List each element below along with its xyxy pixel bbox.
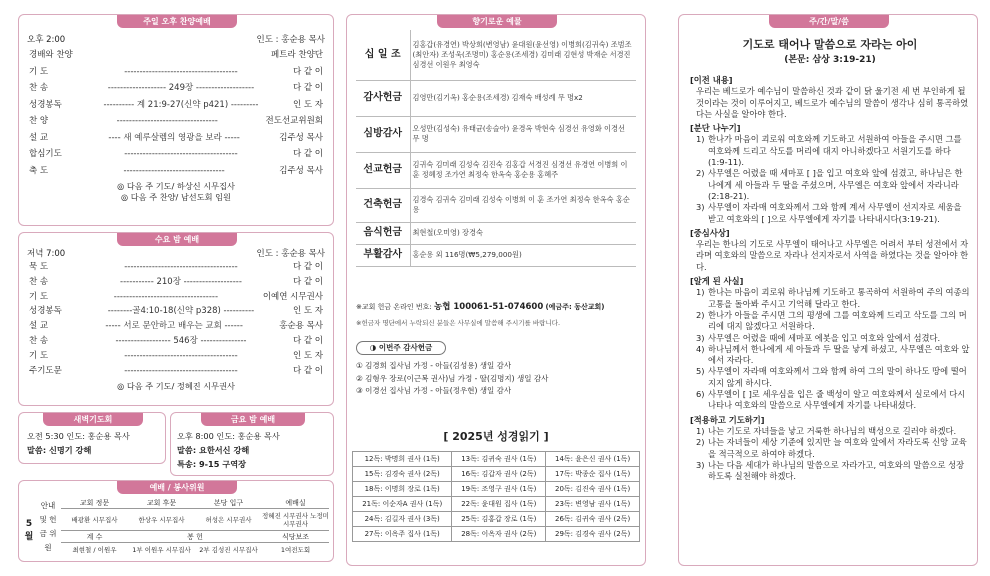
- wednesday-item: 찬 송: [29, 336, 49, 346]
- wednesday-person: 다 같 이: [292, 365, 323, 376]
- service-h-hall: 예배실: [285, 499, 306, 507]
- wednesday-row: [29, 365, 323, 378]
- sharing-item: [690, 168, 970, 202]
- service-r1-back: 한상우 시무집사: [138, 515, 185, 524]
- section-center-text: 우리는 한나의 기도로 사무엘이 태어나고 사무엘은 어려서 부터 성전에서 자라며 여호와의 말씀으로 자라나 선지자로서 사역을 하였다는 것을 알아야 한다.: [696, 239, 969, 272]
- friday-word: 요한서신 강해: [198, 445, 250, 455]
- wednesday-panel: [18, 232, 334, 406]
- bible-cell: 19독: 조영구 권사 (1독): [452, 482, 546, 497]
- bible-cell: 20독: 김진숙 권사 (1독): [546, 482, 640, 497]
- offering-label: 심방감사: [356, 116, 410, 152]
- apply-item-number: 2): [696, 437, 705, 448]
- special-thanks-title: ◑ 이번주 감사헌금: [356, 341, 446, 355]
- offering-names: 오성만(김성숙) 유태균(송슬아) 윤경옥 박현숙 심경선 유영화 이경선 무 명: [410, 116, 636, 152]
- sunday-row: [29, 99, 323, 112]
- service-r2-offering2: 2부 김성진 시무집사: [199, 546, 258, 554]
- sharing-item-text: 한나가 마음이 괴로워 여호와께 기도하고 서원하여 아들을 주시면 그를 여호와께 드리고 삭도를 머리에 대지 아니하겠다고 서원기도를 하다(1:9-11).: [708, 134, 962, 168]
- sharing-item-text: 사무엘은 어렸을 때 세마포 [ ]을 입고 여호와 앞에 섬겼고, 하나님은 한나에게 세 아들과 두 딸을 주셨으며, 사무엘은 여호와 앞에서 자라니라(2:18-21).: [708, 168, 963, 201]
- wednesday-row: [29, 320, 323, 333]
- sharing-item-number: 1): [696, 134, 705, 145]
- sunday-person: 다 같 이: [292, 66, 323, 77]
- sunday-row: [29, 82, 323, 95]
- sunday-header: [27, 33, 325, 45]
- sunday-note-praise: ◎ 다음 주 찬양/ 남선도회 임원: [121, 192, 231, 202]
- wednesday-row: [29, 350, 323, 363]
- sunday-item: 성경봉독: [29, 99, 62, 110]
- wednesday-person: 다 같 이: [292, 336, 323, 346]
- friday-leader: 인도: 홍순용 목사: [216, 431, 280, 441]
- sharing-item-text: 사무엘이 자라매 여호와께서 그와 함께 계셔 사무엘이 선지자로 세움을 받고 여호와의 [ ]으로 사무엘에게 자기를 나타내시다(3:19-21).: [708, 202, 962, 224]
- fact-item-text: 한나가 아들을 주시면 그의 평생에 그를 여호와께 드리고 삭도를 그의 머리에 대지 않겠다고 서원하다.: [708, 309, 967, 332]
- fact-item: [690, 333, 970, 344]
- offering-names: 홍순용 외 116명(₩5,279,000원): [410, 244, 636, 266]
- wednesday-note: ◎ 다음 주 기도/ 정혜진 시무권사: [117, 381, 235, 391]
- fact-item: [690, 310, 970, 333]
- section-previous-text: 우리는 베드로가 예수님이 말씀하신 것과 같이 닭 울기전 세 번 부인하게 될 것이라는 것이 이루어지고, 베드로가 예수님의 말씀이 생각나 심히 통곡하였다는 사실을 알아야 한다.: [696, 86, 969, 119]
- offering-row: [356, 152, 636, 188]
- wednesday-item: 묵 도: [29, 262, 49, 272]
- fact-item-number: 2): [696, 309, 705, 320]
- special-thanks-item: ③ 이경선 집사님 가정 - 아들(정우현) 생일 감사: [356, 386, 512, 395]
- special-thanks-item: ② 김형우 장로(이근복 권사)님 가정 - 딸(김명지) 생일 감사: [356, 373, 549, 383]
- sunday-item: 축 도: [29, 165, 49, 176]
- wednesday-detail: -------------------------------------: [124, 262, 238, 272]
- bible-cell: 17독: 박종순 집사 (1독): [546, 467, 640, 482]
- fact-item-text: 사무엘이 자라매 여호와께서 그와 함께 하여 그의 말이 하나도 땅에 떨어지지 않게 하시다.: [708, 366, 967, 388]
- sunday-item: 설 교: [29, 132, 49, 143]
- account-bank: 농협 100061-51-074600: [434, 302, 544, 312]
- bible-cell: 22독: 윤대원 집사 (1독): [452, 497, 546, 512]
- fact-item-number: 5): [696, 366, 705, 377]
- fact-item: [690, 366, 970, 389]
- friday-time: 오후 8:00: [177, 431, 214, 441]
- bible-row: [353, 467, 640, 482]
- offering-row: [356, 116, 636, 152]
- sunday-detail: ---------- 계 21:9-27(신약 p421) ---------: [103, 99, 259, 110]
- service-title: 예배 / 봉사위원: [117, 481, 237, 494]
- wednesday-row: [29, 261, 323, 274]
- wednesday-detail: -------------------------------------: [124, 365, 238, 376]
- bible-cell: 18독: 이명희 장로 (1독): [353, 482, 452, 497]
- service-r1-hall: 정혜진 시무권사 노정미 시무권사: [262, 511, 329, 528]
- offering-row: [356, 80, 636, 116]
- sunday-detail: ---------------------------------: [116, 116, 218, 126]
- sunday-row: [29, 115, 323, 128]
- bible-cell: 16독: 김갑자 권사 (2독): [452, 467, 546, 482]
- sunday-panel: [18, 14, 334, 226]
- service-h-front: 교회 정문: [79, 499, 110, 507]
- dawn-word: 신명기 강해: [48, 445, 92, 455]
- wednesday-item: 찬 송: [29, 276, 49, 287]
- friday-special-line: [177, 459, 246, 470]
- friday-word-line: [177, 445, 249, 456]
- sunday-row: [29, 148, 323, 161]
- offering-table: [356, 30, 636, 267]
- sunday-person: 다 같 이: [292, 149, 323, 159]
- sharing-item: [690, 134, 970, 168]
- wednesday-detail: -------------------------------------: [124, 350, 238, 361]
- sharing-item-number: 3): [696, 202, 705, 213]
- wednesday-item: 설 교: [29, 321, 49, 332]
- fact-item-text: 사무엘이 [ ]로 세우심을 입은 줄 백성이 알고 여호와께서 실로에서 다시 나타나 여호와의 말씀으로 사무엘에게 자기를 나타내셨다.: [708, 389, 966, 411]
- bible-cell: 27독: 이옥주 집사 (1독): [353, 527, 452, 542]
- wednesday-item: 기 도: [29, 350, 49, 361]
- sunday-detail: -------------------------------------: [124, 149, 238, 159]
- offering-label: 십 일 조: [356, 30, 410, 80]
- fact-item-text: 하나님께서 한나에게 세 아들과 두 딸을 낳게 하셨고, 사무엘은 여호와 앞에서 자라다.: [708, 343, 970, 366]
- dawn-title: 새벽기도회: [43, 413, 143, 426]
- special-thanks-item: ① 김경희 집사님 가정 - 아들(김성용) 생일 감사: [356, 361, 512, 370]
- sunday-note-prayer: ◎ 다음 주 기도/ 하상신 시무집사: [117, 181, 235, 191]
- weekly-word-title: 주/간/말/씀: [769, 15, 889, 28]
- sunday-person: 페트라 찬양단: [271, 50, 323, 60]
- bible-cell: 14독: 윤은신 권사 (1독): [546, 452, 640, 467]
- service-r1-entrance: 허성은 시무권사: [205, 515, 252, 524]
- wednesday-item: 주기도문: [29, 365, 62, 376]
- bible-row: [353, 512, 640, 527]
- apply-item-text: 나는 다음 세대가 하나님의 말씀으로 자라가고, 여호와의 말씀으로 성장하도록 실천해야 하겠다.: [708, 459, 965, 482]
- bible-reading-table: [352, 451, 640, 542]
- service-h-offering: 봉 헌: [187, 533, 203, 541]
- wednesday-time: 저녁 7:00: [27, 249, 66, 259]
- fact-item: [690, 287, 970, 310]
- offering-label: 선교헌금: [356, 152, 410, 188]
- bible-reading-title: [ 2025년 성경읽기 ]: [443, 430, 549, 443]
- dawn-word-line: [27, 445, 91, 456]
- service-r2-count: 최현철 / 이원우: [72, 546, 117, 554]
- fact-item-number: 3): [696, 332, 705, 343]
- bible-row: [353, 497, 640, 512]
- sunday-person: 김주성 목사: [279, 132, 323, 143]
- offering-names: 김홍갑(유경연) 박상희(변영남) 윤대원(윤선영) 이병희(김귀숙) 조범조(최안자) 조성욱(조명미) 홍순용(조세경) 김미래 김현성 박재순 서경진 심경선 이원우 최영숙: [410, 30, 636, 80]
- fact-item-text: 사무엘은 어렸을 때에 세마포 에봇을 입고 여호와 앞에서 섬겼다.: [708, 332, 941, 343]
- wednesday-detail: ----------------------------------: [113, 291, 219, 302]
- offering-label: 음식헌금: [356, 222, 410, 244]
- offering-names: 김영만(김기옥) 홍순용(조세경) 김재숙 배성례 무 명x2: [410, 80, 636, 116]
- apply-list: [690, 426, 970, 482]
- sharing-item-number: 2): [696, 168, 705, 179]
- service-r1-front: 배광환 시무집사: [71, 515, 118, 524]
- bible-row: [353, 527, 640, 542]
- wednesday-person: 이예연 시무권사: [262, 291, 323, 302]
- sunday-row: [29, 66, 323, 79]
- apply-item-number: 3): [696, 459, 705, 470]
- bible-cell: 29독: 김경숙 권사 (2독): [546, 527, 640, 542]
- offering-row: [356, 222, 636, 244]
- wednesday-row: [29, 291, 323, 304]
- sunday-person: 인 도 자: [292, 99, 323, 110]
- sermon-body: [690, 72, 970, 482]
- wednesday-detail: --------골4:10-18(신약 p328) ----------: [107, 306, 255, 317]
- account-line: [356, 300, 640, 312]
- apply-item-text: 나는 자녀들이 세상 기준에 있지만 늘 여호와 앞에서 자라도록 신앙 교육을 적극적으로 하여야 하겠다.: [708, 437, 967, 459]
- service-h-back: 교회 후문: [146, 499, 177, 507]
- sermon-subheading: (본문: 삼상 3:19-21): [784, 55, 876, 65]
- sunday-person: 다 같 이: [292, 83, 323, 93]
- wednesday-header: [27, 247, 325, 259]
- sunday-detail: ---------------------------------: [123, 165, 225, 176]
- offering-title: 향기로운 예물: [437, 15, 557, 28]
- wednesday-person: 다 같 이: [292, 262, 323, 272]
- offering-row: [356, 244, 636, 266]
- bible-cell: 13독: 김귀숙 권사 (1독): [452, 452, 546, 467]
- sunday-title: 주일 오후 찬양예배: [117, 15, 237, 28]
- apply-item: [690, 437, 970, 460]
- fact-item: [690, 344, 970, 367]
- service-r2-kitchen: 1여전도회: [280, 546, 311, 554]
- bible-row: [353, 482, 640, 497]
- dawn-leader: 인도: 홍순용 목사: [66, 431, 130, 441]
- special-thanks-list: [356, 360, 640, 398]
- wednesday-item: 성경봉독: [29, 306, 62, 317]
- dawn-time: 오전 5:30: [27, 431, 64, 441]
- wednesday-detail: ----- 서로 문안하고 배우는 교회 ------: [105, 321, 243, 332]
- bible-cell: 21독: 이순자A 권사 (1독): [353, 497, 452, 512]
- wednesday-item: 기 도: [29, 291, 49, 302]
- section-facts: [알게 된 사실]: [690, 276, 744, 287]
- wednesday-title: 수요 밤 예배: [117, 233, 237, 246]
- sunday-person: 김주성 목사: [279, 165, 323, 176]
- friday-time-line: [177, 431, 280, 442]
- bible-cell: 15독: 김경숙 권사 (2독): [353, 467, 452, 482]
- sunday-row: [29, 132, 323, 145]
- wednesday-person: 다 같 이: [292, 276, 323, 287]
- bible-cell: 24독: 김길자 권사 (3독): [353, 512, 452, 527]
- fact-item-number: 4): [696, 343, 705, 354]
- offering-label: 부활감사: [356, 244, 410, 266]
- fact-item-number: 6): [696, 389, 705, 400]
- friday-panel: [170, 412, 334, 476]
- offering-label: 감사헌금: [356, 80, 410, 116]
- sharing-list: [690, 134, 970, 224]
- offering-row: [356, 188, 636, 222]
- service-h-kitchen: 식당보조: [281, 533, 310, 541]
- sunday-item: 기 도: [29, 66, 49, 77]
- wednesday-person: 인 도 자: [292, 306, 323, 317]
- service-h-count: 계 수: [86, 533, 103, 541]
- sunday-leader: 인도 : 홍순용 목사: [256, 35, 325, 45]
- dawn-panel: [18, 412, 166, 464]
- wednesday-leader: 인도 : 홍순용 목사: [256, 249, 325, 259]
- sunday-detail: ---- 새 예루살렘의 영광을 보라 -----: [108, 132, 240, 143]
- sunday-item: 합심기도: [29, 149, 62, 159]
- dawn-time-line: [27, 431, 130, 442]
- sunday-time: 오후 2:00: [27, 35, 66, 45]
- account-holder: (예금주: 동산교회): [545, 303, 605, 311]
- bible-cell: 28독: 이옥자 권사 (2독): [452, 527, 546, 542]
- service-panel: [18, 480, 334, 562]
- sharing-item: [690, 202, 970, 225]
- offering-label: 건축헌금: [356, 188, 410, 222]
- sunday-person: 전도선교위원회: [265, 116, 323, 126]
- sunday-detail: [69, 49, 271, 62]
- apply-item: [690, 460, 970, 483]
- bible-cell: 26독: 김귀숙 권사 (2독): [546, 512, 640, 527]
- section-sharing: [분단 나누기]: [690, 123, 741, 134]
- sunday-item: 경배와 찬양: [29, 50, 73, 60]
- sunday-detail: -------------------------------------: [124, 66, 238, 77]
- offering-names: 김경숙 김귀숙 김미래 김성숙 이병희 이 훈 조가연 최정숙 한옥숙 홍순용: [410, 188, 636, 222]
- sunday-item: 찬 양: [29, 116, 49, 126]
- apply-item-text: 나는 기도로 자녀들을 낳고 거룩한 하나님의 백성으로 길러야 하겠다.: [708, 425, 957, 436]
- bible-row: [353, 452, 640, 467]
- friday-title: 금요 밤 예배: [201, 413, 305, 426]
- facts-list: [690, 287, 970, 411]
- bible-cell: 23독: 변영남 권사 (1독): [546, 497, 640, 512]
- service-h-entrance: 본당 입구: [213, 499, 244, 507]
- bible-cell: 12독: 박명희 권사 (1독): [353, 452, 452, 467]
- account-label: ※교회 헌금 온라인 번호:: [356, 303, 432, 311]
- wednesday-row: [29, 305, 323, 318]
- wednesday-row: [29, 276, 323, 289]
- service-r2-offering1: 1부 이원우 시무집사: [132, 546, 191, 554]
- wednesday-row: [29, 335, 323, 348]
- dawn-word-label: 말씀:: [27, 445, 47, 455]
- offering-names: 최현철(오미영) 장경숙: [410, 222, 636, 244]
- fact-item-number: 1): [696, 287, 705, 298]
- sunday-detail: ------------------- 249장 -------------------: [107, 83, 255, 93]
- account-note: ※헌금자 명단에서 누락되신 분들은 사무실에 말씀해 주시기를 바랍니다.: [356, 319, 561, 327]
- offering-row: [356, 30, 636, 80]
- sunday-row: [29, 165, 323, 178]
- section-center: [중심사상]: [690, 227, 730, 238]
- service-grid: [61, 497, 329, 557]
- friday-special-label: 특송:: [177, 459, 197, 469]
- wednesday-person: 홍순용 목사: [279, 321, 323, 332]
- service-role: 안내 및 헌금 위원: [39, 501, 57, 552]
- sunday-item: 찬 송: [29, 83, 49, 93]
- section-previous: [이전 내용]: [690, 75, 733, 85]
- wednesday-detail: ------------------ 546장 ---------------: [115, 336, 247, 346]
- sunday-notes: [19, 181, 333, 203]
- friday-word-label: 말씀:: [177, 445, 197, 455]
- section-apply: [적용하고 기도하기]: [690, 414, 765, 425]
- sunday-row: [29, 49, 323, 62]
- friday-special: 9-15 구역장: [198, 459, 247, 469]
- fact-item: [690, 389, 970, 412]
- apply-item: [690, 426, 970, 437]
- bible-cell: 25독: 김홍갑 장로 (1독): [452, 512, 546, 527]
- service-month: 5월: [24, 519, 34, 542]
- fact-item-text: 한나는 마음이 괴로워 하나님께 기도하고 통곡하여 서원하여 주의 여종의 고통을 돌아봐 주시고 기억해 달라고 한다.: [708, 287, 970, 309]
- sermon-heading: 기도로 태어나 말씀으로 자라는 아이: [742, 38, 918, 51]
- apply-item-number: 1): [696, 425, 705, 436]
- wednesday-person: 인 도 자: [292, 350, 323, 361]
- offering-names: 김귀숙 김미래 김성숙 김진숙 김홍갑 서경진 심경선 유경연 이병희 이 훈 정혜정 조가연 최정숙 한옥숙 홍순용 홍혜주: [410, 152, 636, 188]
- wednesday-detail: ----------- 210장 -------------------: [120, 276, 242, 287]
